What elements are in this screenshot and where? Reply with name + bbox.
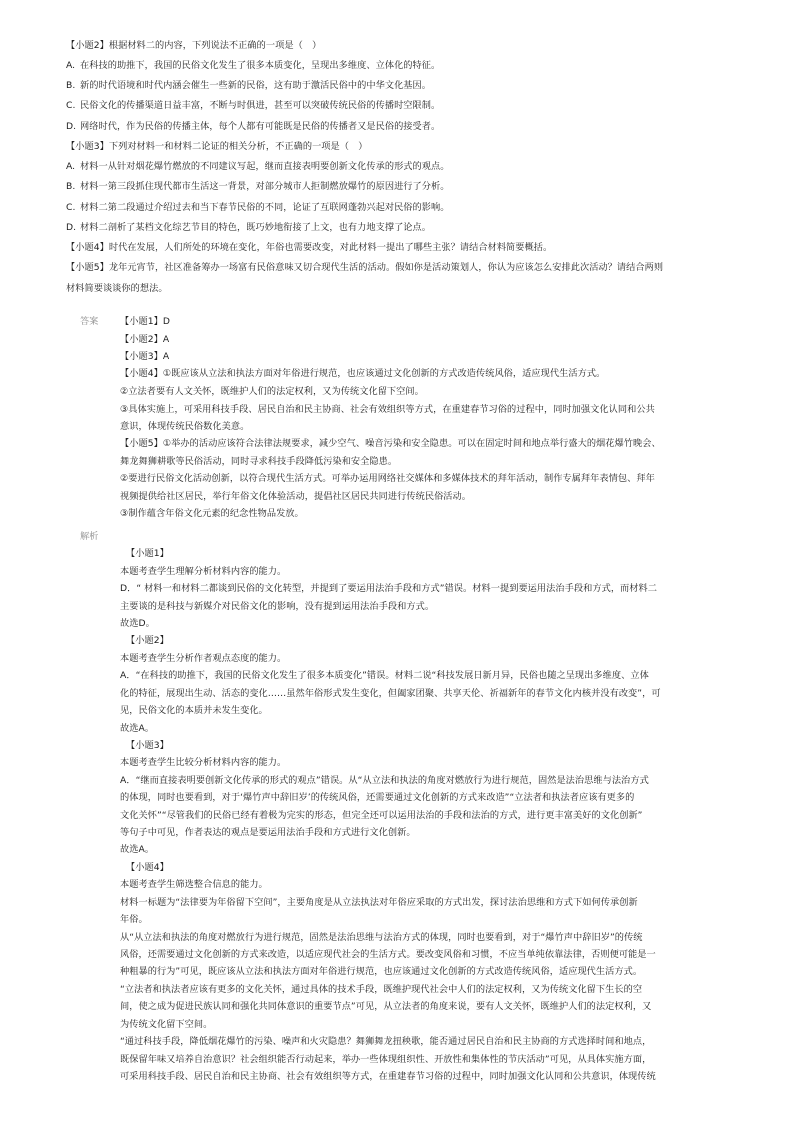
analysis-line: 本题考查学生理解分析材料内容的能力。 [120, 566, 287, 577]
option-text: 材料一从针对烟花爆竹燃放的不同建议写起，继而直接表明要创新文化传承的形式的观点。 [80, 161, 450, 172]
analysis-line: 种粗暴的行为”可见，既应该从立法和执法方面对年俗进行规范，也应该通过文化创新的方式改造传统风俗，适应现代生活方式。 [120, 966, 643, 977]
answer-3: 【小题3】A [120, 351, 170, 362]
question-2-stem: 【小题2】根据材料二的内容，下列说法不正确的一项是（ ） [66, 40, 322, 51]
analysis-line: 间，使之成为促进民族认同和强化共同体意识的重要节点”可见，从立法者的角度来说，要有人文关怀，既维护人们的法定权利，又 [120, 1001, 652, 1012]
option-key: C. [66, 202, 76, 213]
analysis-line: 等句子中可见，作者表达的观点是要运用法治手段和方式进行文化创新。 [120, 827, 416, 838]
analysis-line: 从“从立法和执法的角度对燃放行为进行规范，固然是法治思维与法治方式的体现，同时也要看到，对于“爆竹声中辞旧岁”的传统 [120, 932, 643, 943]
analysis-label: 解析 [80, 531, 99, 542]
answer-4-line-1: 【小题4】①既应该从立法和执法方面对年俗进行规范，也应该通过文化创新的方式改造传统风俗，适应现代生活方式。 [120, 368, 606, 379]
answer-5-line-3: ②要进行民俗文化活动创新，以符合现代生活方式。可举办运用网络社交媒体和多媒体技术的拜年活动，制作专属拜年表情包、拜年 [120, 473, 655, 484]
analysis-line: “立法者和执法者应该有更多的文化关怀，通过具体的技术手段，既维护现代社会中人们的法定权利，又为传统文化留下生长的空 [120, 984, 643, 995]
question-3-option-d [66, 218, 431, 238]
question-2-option-c [66, 96, 440, 116]
answer-5-line-2: 舞龙舞狮耕歌等民俗活动，同时寻求科技手段降低污染和安全隐患。 [120, 456, 398, 467]
question-2-option-d [66, 117, 440, 137]
analysis-q1-title: 【小题1】 [126, 548, 169, 559]
analysis-q2-title: 【小题2】 [126, 635, 169, 646]
analysis-line: 本题考查学生比较分析材料内容的能力。 [120, 757, 287, 768]
analysis-line: 见，民俗文化的本质并未发生变化。 [120, 705, 268, 716]
question-3-stem: 【小题3】下列对材料一和材料二论证的相关分析，不正确的一项是（ ） [66, 141, 368, 152]
answer-4-line-3: ③具体实施上，可采用科技手段、居民自治和民主协商、社会有效组织等方式，在重建春节习俗的过程中，同时加强文化认同和公共 [120, 404, 655, 415]
question-3-option-b [66, 177, 450, 197]
analysis-line: 可采用科技手段、居民自治和民主协商、社会有效组织等方式，在重建春节习俗的过程中，同时加强文化认同和公共意识，体现传统 [120, 1071, 656, 1082]
option-text: 材料二第二段通过介绍过去和当下春节民俗的不同，论证了互联网蓬勃兴起对民俗的影响。 [80, 202, 450, 213]
analysis-line: 故选D。 [120, 618, 155, 629]
option-key: D. [66, 121, 77, 132]
answer-4-line-4: 意识，体现传统民俗数化美意。 [120, 421, 250, 432]
option-text: 网络时代，作为民俗的传播主体，每个人都有可能既是民俗的传播者又是民俗的接受者。 [80, 121, 441, 132]
question-2-option-a [66, 56, 440, 76]
analysis-q4-title: 【小题4】 [126, 862, 169, 873]
question-5-stem-line-2: 材料简要谈谈你的想法。 [66, 283, 168, 294]
option-text: 民俗文化的传播渠道日益丰富，不断与时俱进，甚至可以突破传统民俗的传播时空限制。 [80, 100, 441, 111]
answer-5-line-5: ③制作蕴含年俗文化元素的纪念性物品发放。 [120, 508, 304, 519]
question-3-option-c [66, 198, 450, 218]
analysis-q3-title: 【小题3】 [126, 740, 169, 751]
analysis-line: 主要谈的是科技与新媒介对民俗文化的影响，没有提到运用法治手段和方式。 [120, 601, 435, 612]
option-text: 在科技的助推下，我国的民俗文化发生了很多本质变化，呈现出多维度、立体化的特征。 [80, 60, 441, 71]
analysis-line: 本题考查学生分析作者观点态度的能力。 [120, 653, 287, 664]
answer-1: 【小题1】D [120, 316, 170, 327]
analysis-line: 故选A。 [120, 723, 155, 734]
answer-5-line-4: 视频提供给社区居民，举行年俗文化体验活动，提倡社区居民共同进行传统民俗活动。 [120, 491, 472, 502]
option-key: B. [66, 80, 76, 91]
analysis-line: A．“继而直接表明要创新文化传承的形式的观点”错误。从“从立法和执法的角度对燃放行为进行规范，固然是法治思维与法治方式 [120, 775, 649, 786]
question-3-option-a [66, 157, 450, 177]
option-text: 材料二剖析了某档文化综艺节目的特色，既巧妙地衔接了上文，也有力地支撑了论点。 [80, 222, 432, 233]
analysis-line: 年俗。 [120, 914, 148, 925]
option-key: A. [66, 60, 76, 71]
analysis-line: “通过科技手段，降低烟花爆竹的污染、噪声和火灾隐患？舞狮舞龙扭秧歌，能否通过居民自治和民主协商的方式选择时间和地点， [120, 1036, 652, 1047]
option-text: 材料一第三段抓住现代都市生活这一背景，对部分城市人拒制燃放爆竹的原因进行了分析。 [80, 181, 450, 192]
option-key: C. [66, 100, 76, 111]
analysis-line: 为传统文化留下空间。 [120, 1019, 213, 1030]
question-5-stem-line-1: 【小题5】龙年元宵节，社区准备筹办一场富有民俗意味又切合现代生活的活动。假如你是活动策划人，你认为应该怎么安排此次活动？请结合两则 [66, 262, 664, 273]
answer-5-line-1: 【小题5】①举办的活动应该符合法律法规要求，减少空气、噪音污染和安全隐患。可以在固定时间和地点举行盛大的烟花爆竹晚会、 [120, 438, 661, 449]
analysis-line: 化的特征，展现出生动、活态的变化……虽然年俗形式发生变化，但阖家团聚、共享天伦、祈福新年的春节文化内核并没有改变”，可 [120, 688, 661, 699]
analysis-line: D．“ 材料一和材料二都谈到民俗的文化转型，并提到了要运用法治手段和方式”错误。材料一提到要运用法治手段和方式，而材料二 [120, 583, 658, 594]
question-4-stem: 【小题4】时代在发展，人们所处的环境在变化，年俗也需要改变，对此材料一提出了哪些主张？请结合材料简要概括。 [66, 242, 553, 253]
analysis-line: 文化关怀”“尽管我们的民俗已经有着极为完实的形态，但完全还可以运用法治的手段和法治的方式，进行更丰富美好的文化创新” [120, 810, 643, 821]
question-2-option-b [66, 76, 431, 96]
analysis-line: 的体现，同时也要看到，对于‘爆竹声中辞旧岁’的传统风俗，还需要通过文化创新的方式来改造”“立法者和执法者应该有更多的 [120, 792, 635, 803]
analysis-line: A．“在科技的助推下，我国的民俗文化发生了很多本质变化”错误。材料二说“科技发展日新月异，民俗也随之呈现出多维度、立体 [120, 670, 649, 681]
answer-label: 答案 [80, 316, 99, 327]
option-key: A. [66, 161, 76, 172]
option-key: D. [66, 222, 77, 233]
analysis-line: 故选A。 [120, 844, 155, 855]
option-key: B. [66, 181, 76, 192]
answer-4-line-2: ②立法者要有人文关怀，既维护人们的法定权利，又为传统文化留下空间。 [120, 386, 424, 397]
analysis-line: 材料一标题为“法律要为年俗留下空间”，主要角度是从立法执法对年俗应采取的方式出发，探讨法治思维和方式下如何传承创新 [120, 897, 638, 908]
option-text: 新的时代语境和时代内涵会催生一些新的民俗，这有助于激活民俗中的中华文化基因。 [80, 80, 432, 91]
answer-2: 【小题2】A [120, 334, 170, 345]
analysis-line: 既保留年味又培养自治意识？社会组织能否行动起来，举办一些体现组织性、开放性和集体性的节庆活动”可见，从具体实施方面， [120, 1054, 652, 1065]
analysis-line: 本题考查学生筛选整合信息的能力。 [120, 879, 268, 890]
analysis-line: 风俗，还需要通过文化创新的方式来改造，以适应现代社会的生活方式。要改变风俗和习惯，不应当单纯依靠法律，否则便可能是一 [120, 949, 656, 960]
